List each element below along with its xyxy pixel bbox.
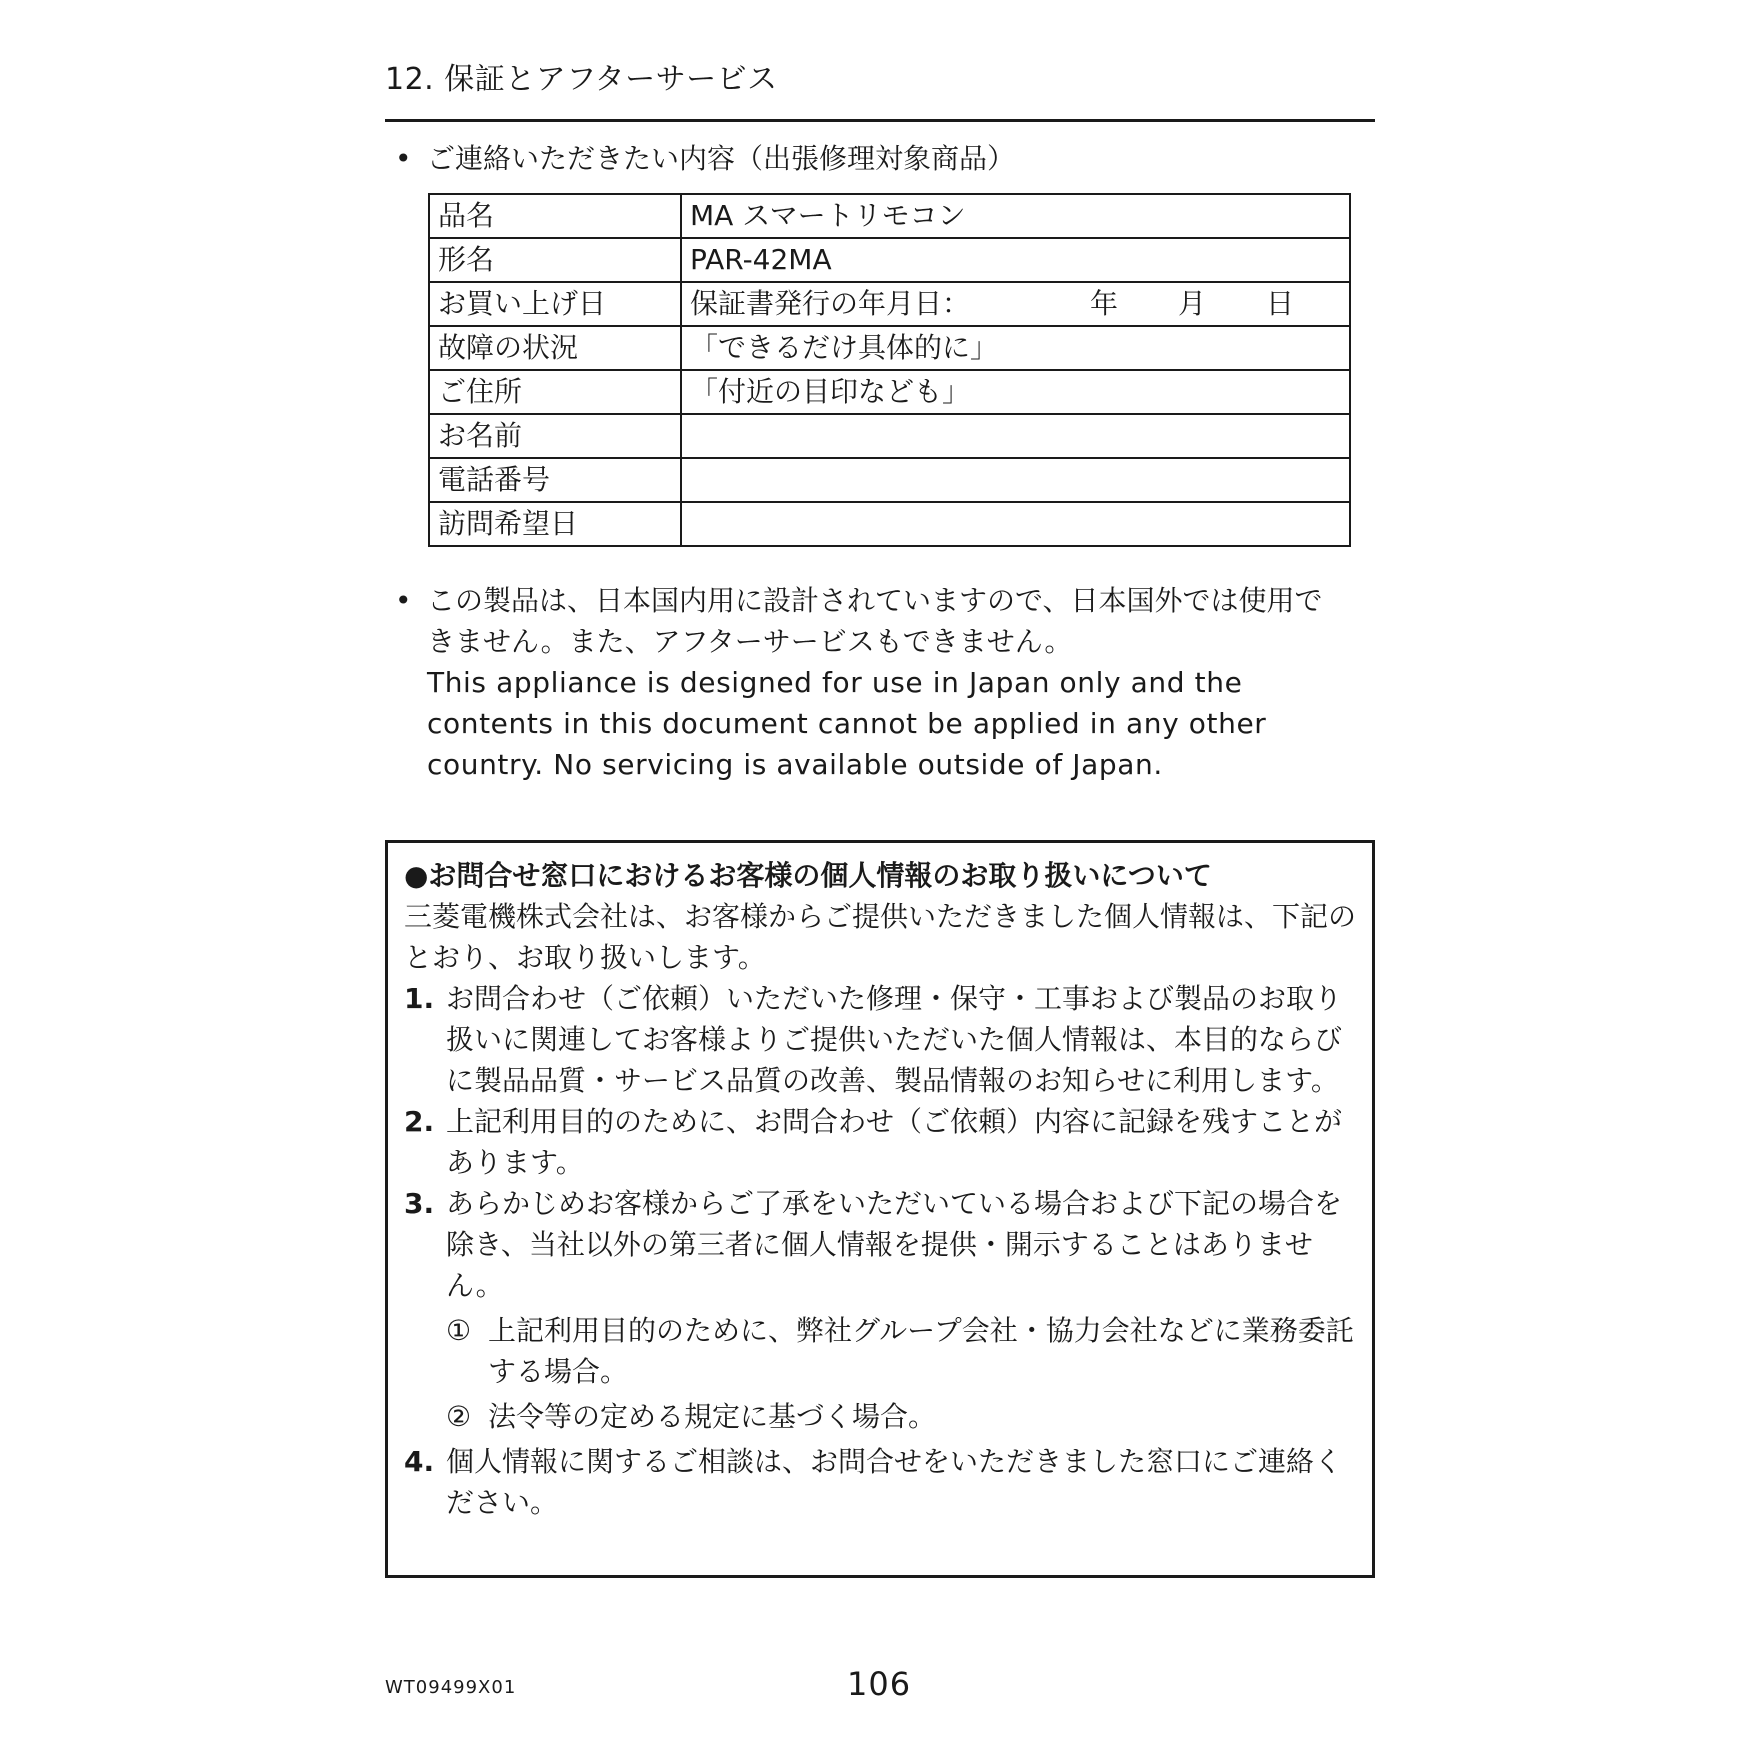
table-row [429,194,1350,238]
privacy-policy-box [385,840,1375,1578]
contact-info-heading-text: ご連絡いただきたい内容（出張修理対象商品） [427,142,1016,175]
row-value-address: 「付近の目印なども」 [681,370,1350,414]
row-label-failure-status: 故障の状況 [429,326,681,370]
privacy-list [404,978,1356,1523]
list-item [404,1183,1356,1437]
table-row [429,502,1350,546]
row-value-name [681,414,1350,458]
contact-info-heading [395,139,1015,179]
list-item-text: あらかじめお客様からご了承をいただいている場合および下記の場合を除き、当社以外の第三者に個人情報を提供・開示することはありません。 [446,1187,1343,1302]
table-row [429,414,1350,458]
row-label-phone: 電話番号 [429,458,681,502]
row-value-purchase-date [681,282,1350,326]
circled-number-1-icon: ① [446,1314,472,1347]
list-item [404,1101,1356,1183]
sub-list-item [446,1396,1356,1437]
row-label-name: お名前 [429,414,681,458]
page-number: 106 [847,1665,912,1703]
list-item-text: 個人情報に関するご相談は、お問合せをいただきました窓口にご連絡ください。 [446,1445,1343,1519]
row-value-product-name: MA スマートリモコン [681,194,1350,238]
notice-body [427,580,1365,785]
date-year-unit: 年 [1090,287,1119,320]
list-item-text: お問合わせ（ご依頼）いただいた修理・保守・工事および製品のお取り扱いに関連してお客様よりご提供いただいた個人情報は、本目的ならびに製品品質・サービス品質の改善、製品情報のお知らせに利用します。 [446,982,1343,1097]
purchase-date-text: 保証書発行の年月日： [690,287,971,320]
list-item-text: 上記利用目的のために、お問合わせ（ご依頼）内容に記録を残すことがあります。 [446,1105,1343,1179]
contact-info-table [428,193,1351,547]
document-code: WT09499X01 [385,1677,517,1698]
sub-list-item-text: 上記利用目的のために、弊社グループ会社・協力会社などに業務委託する場合。 [488,1314,1354,1388]
table-row [429,326,1350,370]
row-value-phone [681,458,1350,502]
row-value-visit-date [681,502,1350,546]
date-month-unit: 月 [1178,287,1207,320]
list-number: 3. [404,1187,435,1220]
notice-ja-line: きません。また、アフターサービスもできません。 [427,625,1073,658]
bullet-icon: • [395,142,412,175]
bullet-icon: • [395,584,412,617]
list-number: 4. [404,1445,435,1478]
sub-list-item-text: 法令等の定める規定に基づく場合。 [488,1400,937,1433]
section-title: 12. 保証とアフターサービス [385,62,778,97]
table-row [429,282,1350,326]
privacy-title: ●お問合せ窓口におけるお客様の個人情報のお取り扱いについて [404,859,1212,892]
row-label-visit-date: 訪問希望日 [429,502,681,546]
japan-only-notice [395,580,1365,785]
list-item [404,978,1356,1101]
table-row [429,458,1350,502]
sub-list [446,1310,1356,1437]
date-day-unit: 日 [1266,287,1295,320]
notice-en-line: country. No servicing is available outside of Japan. [427,748,1163,781]
notice-en-line: This appliance is designed for use in Japan only and the [427,666,1243,699]
privacy-intro: 三菱電機株式会社は、お客様からご提供いただきました個人情報は、下記のとおり、お取り扱いします。 [404,900,1357,974]
row-value-failure-status: 「できるだけ具体的に」 [681,326,1350,370]
notice-en-line: contents in this document cannot be applied in any other [427,707,1267,740]
table-row [429,238,1350,282]
page-header [385,58,1375,122]
row-label-address: ご住所 [429,370,681,414]
row-label-product-name: 品名 [429,194,681,238]
row-value-model: PAR-42MA [681,238,1350,282]
list-number: 2. [404,1105,435,1138]
sub-list-item [446,1310,1356,1392]
row-label-purchase-date: お買い上げ日 [429,282,681,326]
notice-ja-line: この製品は、日本国内用に設計されていますので、日本国外では使用で [427,584,1323,617]
table-row [429,370,1350,414]
circled-number-2-icon: ② [446,1400,472,1433]
list-item [404,1441,1356,1523]
row-label-model: 形名 [429,238,681,282]
list-number: 1. [404,982,435,1015]
